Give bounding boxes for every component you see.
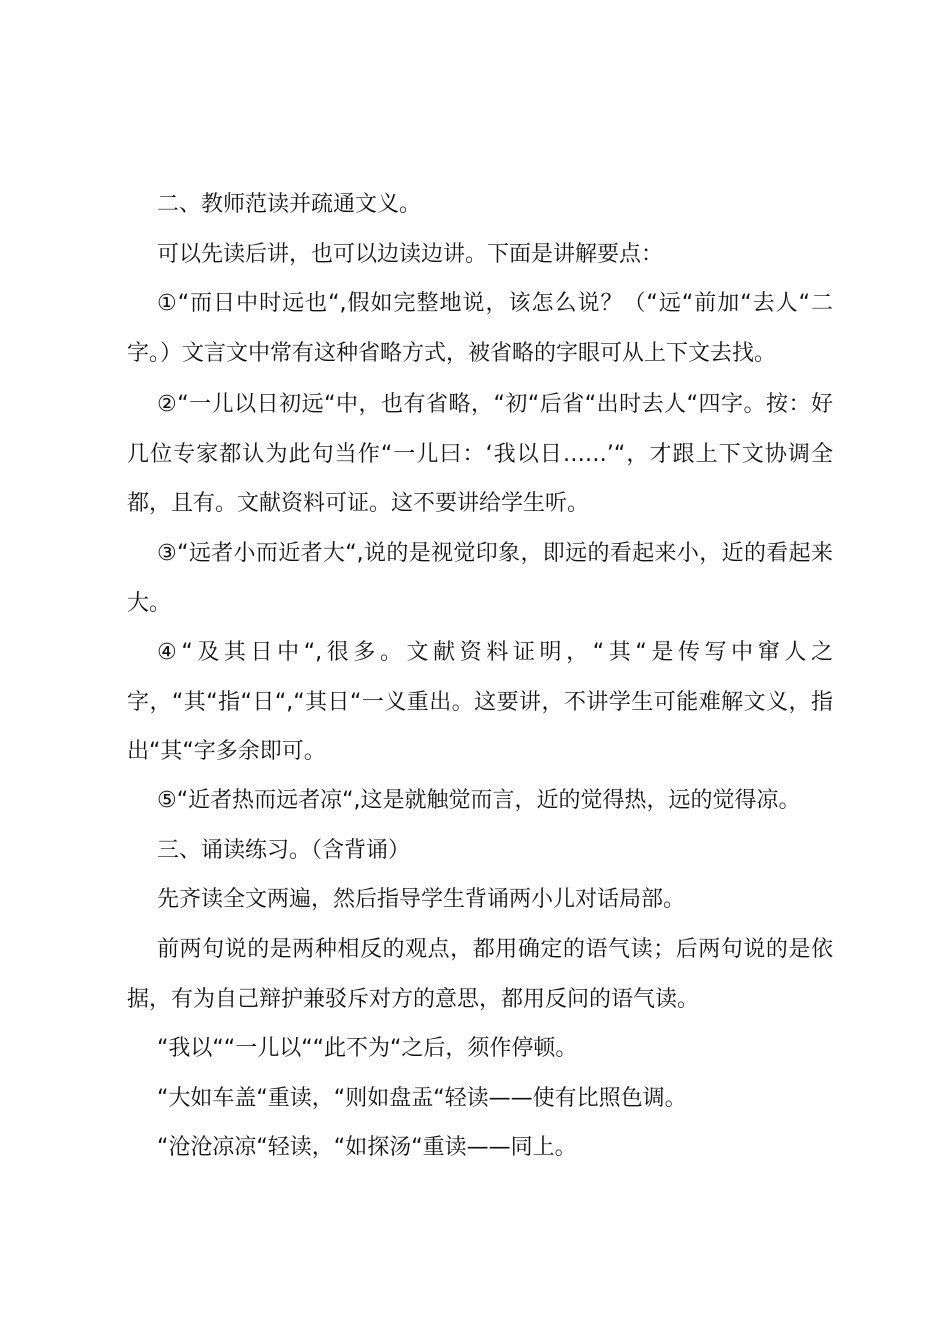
paragraph-point-4: ④“及其日中“,很多。文献资料证明，“其“是传写中窜人之字，“其“指“日“,“其日“一义重出。这要讲，不讲学生可能难解文义，指出“其“字多余即可。 (127, 640, 833, 764)
section-heading-2: 二、教师范读并疏通文义。 (157, 192, 422, 217)
paragraph-stress-2: “沧沧凉凉“轻读，“如探汤“重读——同上。 (157, 1135, 577, 1160)
paragraph-intro: 可以先读后讲，也可以边读边讲。下面是讲解要点： (157, 242, 664, 267)
paragraph-stress-1: “大如车盖“重读，“则如盘盂“轻读——使有比照色调。 (157, 1086, 687, 1111)
section-heading-3: 三、诵读练习。（含背诵） (157, 838, 411, 863)
paragraph-point-2: ②“一儿以日初远“中，也有省略，“初“后省“出时去人“四字。按：好几位专家都认为此句当作“一儿曰：‘我以日……’“，才跟上下文协调全都，且有。文献资料可证。这不要讲给学生听。 (127, 392, 833, 516)
paragraph-pause: “我以““一儿以““此不为“之后，须作停顿。 (157, 1036, 578, 1061)
paragraph-point-1: ①“而日中时远也“,假如完整地说，该怎么说？（“远“前加“去人“二字。）文言文中常有这种省略方式，被省略的字眼可从上下文去找。 (127, 291, 833, 366)
paragraph-tone: 前两句说的是两种相反的观点，都用确定的语气读；后两句说的是依据，有为自己辩护兼驳斥对方的意思，都用反问的语气读。 (127, 937, 833, 1012)
paragraph-point-5: ⑤“近者热而远者凉“,这是就触觉而言，近的觉得热，远的觉得凉。 (157, 788, 801, 813)
paragraph-recite: 先齐读全文两遍，然后指导学生背诵两小儿对话局部。 (157, 887, 686, 912)
paragraph-point-3: ③“远者小而近者大“,说的是视觉印象，即远的看起来小，近的看起来大。 (127, 541, 833, 616)
